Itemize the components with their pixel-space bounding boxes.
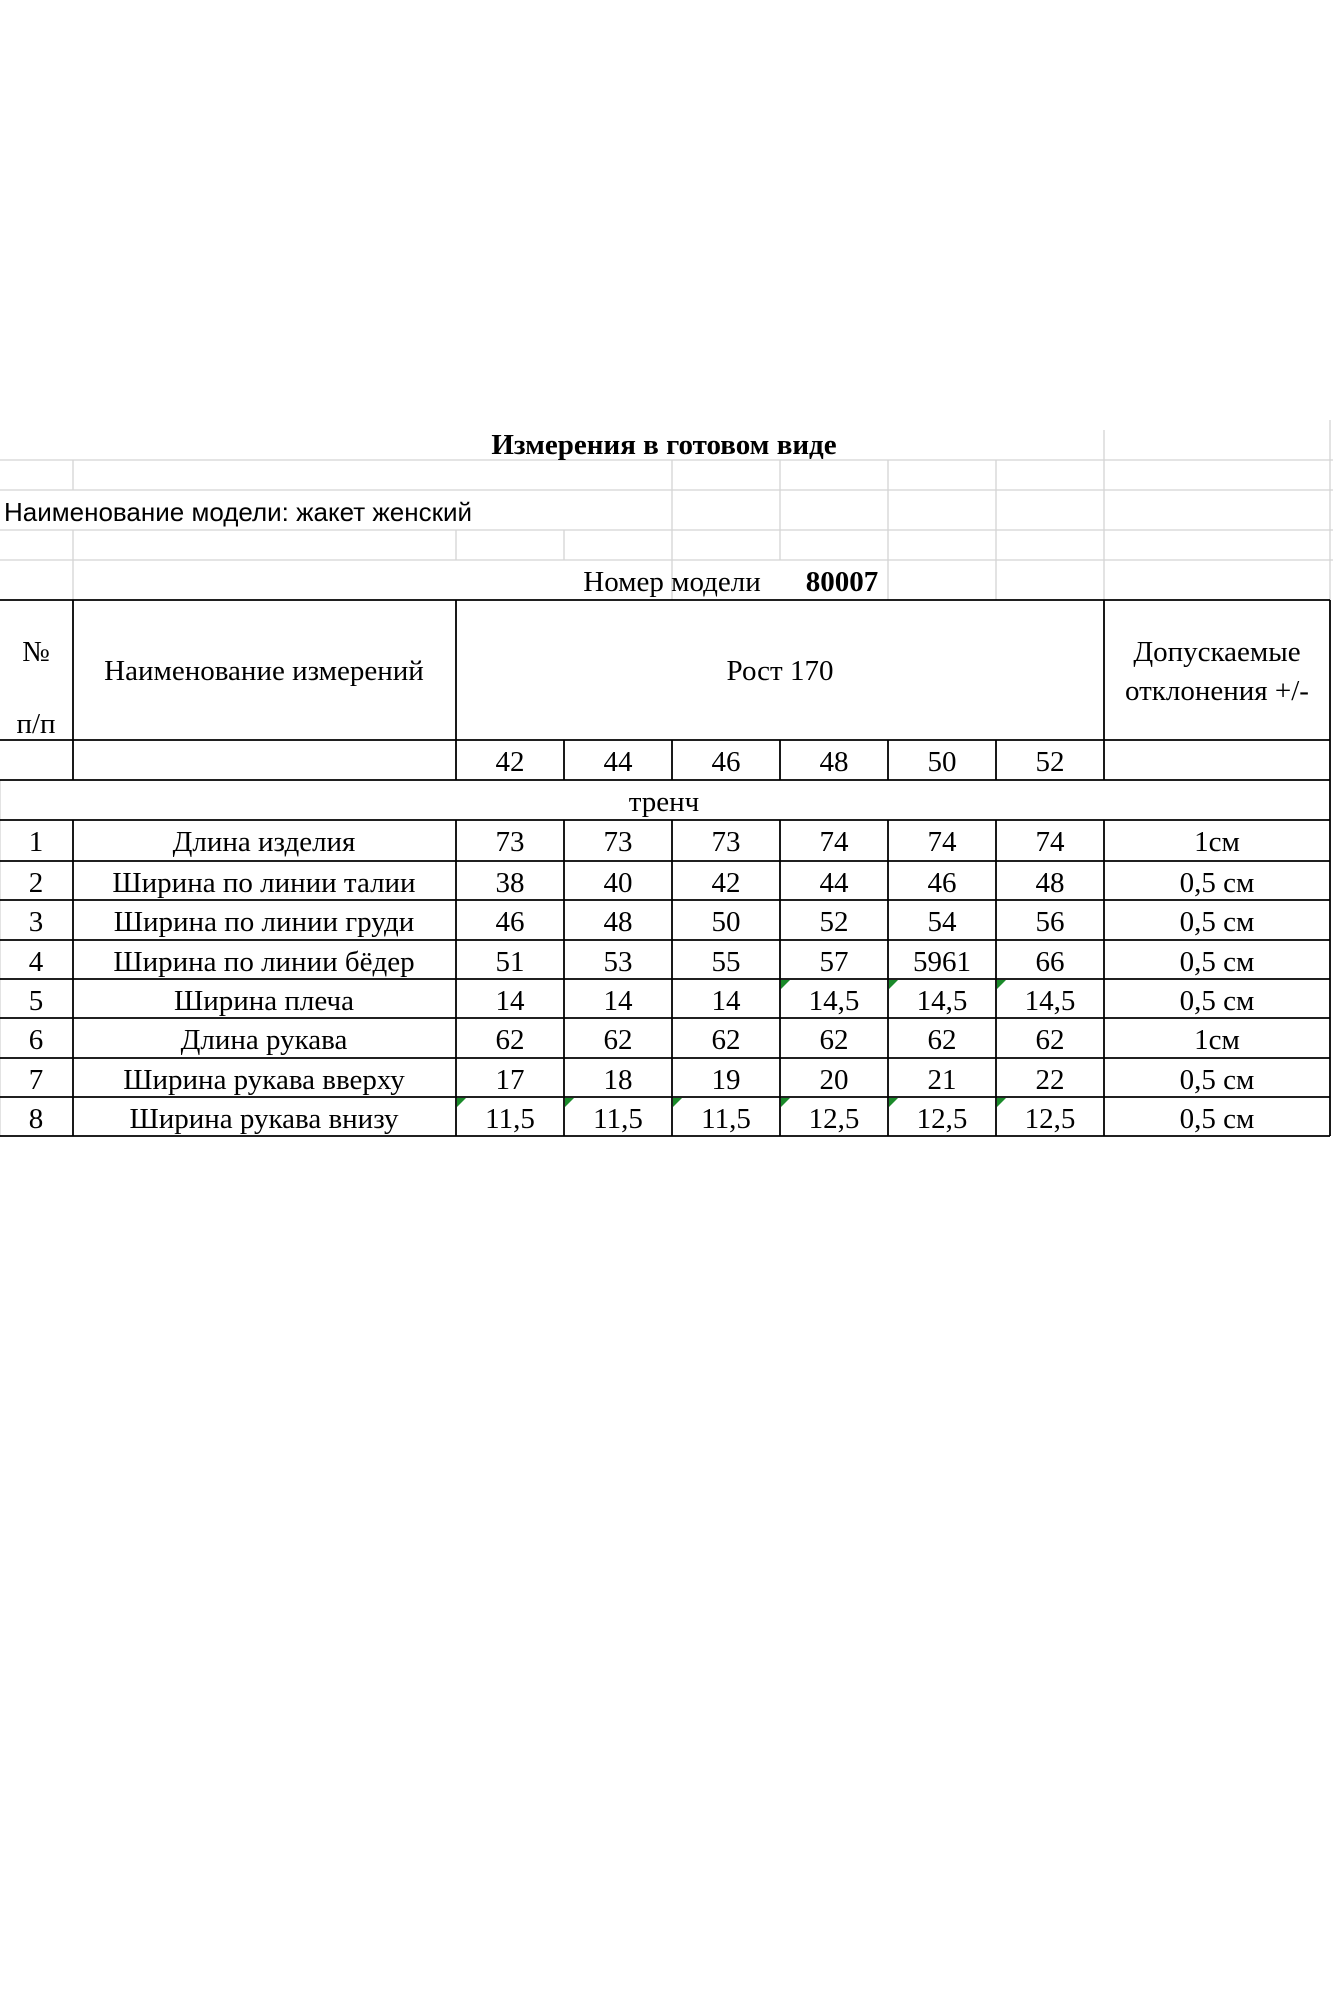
row-measurement-name: Ширина по линии бёдер <box>113 946 415 978</box>
section-label: тренч <box>628 786 700 818</box>
row-value-cell: 62 <box>927 1024 957 1056</box>
row-measurement-name: Длина рукава <box>180 1024 348 1056</box>
size-header-cell: 50 <box>927 746 957 778</box>
row-value-cell: 74 <box>819 826 849 858</box>
cell-comment-marker <box>997 980 1006 989</box>
row-value-cell: 14,5 <box>916 985 968 1017</box>
size-header-cell: 48 <box>819 746 849 778</box>
row-tolerance: 0,5 см <box>1179 985 1255 1017</box>
row-value-cell: 55 <box>711 946 741 978</box>
row-number: 8 <box>28 1103 44 1135</box>
cell-comment-marker <box>889 980 898 989</box>
row-tolerance: 0,5 см <box>1179 946 1255 978</box>
row-measurement-name: Ширина плеча <box>173 985 355 1017</box>
row-value-cell: 14,5 <box>808 985 860 1017</box>
row-value-cell: 74 <box>927 826 957 858</box>
row-value-cell: 17 <box>495 1064 525 1096</box>
row-number: 4 <box>28 946 44 978</box>
row-measurement-name: Ширина по линии талии <box>112 867 416 899</box>
row-value-cell: 48 <box>603 906 633 938</box>
row-value-cell: 44 <box>819 867 849 899</box>
row-measurement-name: Длина изделия <box>172 826 356 858</box>
row-value-cell: 51 <box>495 946 525 978</box>
row-value-cell: 62 <box>603 1024 633 1056</box>
row-number: 3 <box>28 906 44 938</box>
size-header-cell: 42 <box>495 746 525 778</box>
row-value-cell: 62 <box>819 1024 849 1056</box>
row-measurement-name: Ширина рукава вверху <box>123 1064 405 1096</box>
row-value-cell: 73 <box>495 826 525 858</box>
row-value-cell: 62 <box>711 1024 741 1056</box>
table-row <box>29 1024 1240 1056</box>
row-tolerance: 0,5 см <box>1179 867 1255 899</box>
row-value-cell: 57 <box>819 946 849 978</box>
row-value-cell: 62 <box>495 1024 525 1056</box>
row-tolerance: 0,5 см <box>1179 1103 1255 1135</box>
table-row <box>29 980 1255 1017</box>
row-value-cell: 12,5 <box>808 1103 860 1135</box>
size-header-cell: 46 <box>711 746 741 778</box>
row-tolerance: 1см <box>1194 826 1240 858</box>
cell-comment-marker <box>781 980 790 989</box>
row-value-cell: 52 <box>819 906 849 938</box>
row-value-cell: 54 <box>927 906 957 938</box>
row-value-cell: 38 <box>495 867 525 899</box>
table-row <box>29 946 1255 978</box>
cell-comment-marker <box>997 1098 1006 1107</box>
row-value-cell: 50 <box>711 906 741 938</box>
row-number: 7 <box>28 1064 44 1096</box>
table-row <box>29 1064 1255 1096</box>
row-value-cell: 73 <box>603 826 633 858</box>
row-value-cell: 5961 <box>913 946 971 978</box>
row-number: 5 <box>28 985 44 1017</box>
header-number-sub: п/п <box>16 708 56 740</box>
table-row <box>29 1098 1255 1135</box>
row-value-cell: 73 <box>711 826 741 858</box>
row-value-cell: 48 <box>1035 867 1065 899</box>
row-tolerance: 1см <box>1194 1024 1240 1056</box>
header-height: Рост 170 <box>726 655 834 687</box>
cell-comment-marker <box>889 1098 898 1107</box>
model-name: Наименование модели: жакет женский <box>4 497 473 527</box>
size-header-cell: 52 <box>1035 746 1065 778</box>
row-value-cell: 11,5 <box>701 1103 751 1135</box>
row-value-cell: 12,5 <box>916 1103 968 1135</box>
size-header-cell: 44 <box>603 746 633 778</box>
row-value-cell: 53 <box>603 946 633 978</box>
sheet-title: Измерения в готовом виде <box>491 429 837 461</box>
table-row <box>29 867 1255 899</box>
row-value-cell: 12,5 <box>1024 1103 1076 1135</box>
table-row <box>29 906 1255 938</box>
header-tolerance-line1: Допускаемые <box>1133 636 1301 668</box>
row-value-cell: 46 <box>927 867 957 899</box>
table-row <box>29 826 1240 858</box>
row-value-cell: 14 <box>711 985 741 1017</box>
cell-comment-marker <box>781 1098 790 1107</box>
header-measurement-name: Наименование измерений <box>104 655 424 687</box>
measurement-rows <box>29 826 1255 1135</box>
cell-comment-marker <box>457 1098 466 1107</box>
row-value-cell: 14 <box>603 985 633 1017</box>
row-tolerance: 0,5 см <box>1179 906 1255 938</box>
row-value-cell: 42 <box>711 867 741 899</box>
cell-comment-marker <box>565 1098 574 1107</box>
row-value-cell: 18 <box>603 1064 633 1096</box>
row-value-cell: 19 <box>711 1064 741 1096</box>
row-value-cell: 62 <box>1035 1024 1065 1056</box>
row-value-cell: 40 <box>603 867 633 899</box>
row-tolerance: 0,5 см <box>1179 1064 1255 1096</box>
row-value-cell: 22 <box>1035 1064 1065 1096</box>
row-value-cell: 66 <box>1035 946 1065 978</box>
model-number: 80007 <box>805 566 879 598</box>
row-value-cell: 11,5 <box>485 1103 535 1135</box>
row-value-cell: 56 <box>1035 906 1065 938</box>
cell-comment-marker <box>673 1098 682 1107</box>
row-number: 6 <box>28 1024 44 1056</box>
row-value-cell: 46 <box>495 906 525 938</box>
row-value-cell: 20 <box>819 1064 849 1096</box>
row-value-cell: 21 <box>927 1064 957 1096</box>
row-value-cell: 74 <box>1035 826 1065 858</box>
row-measurement-name: Ширина рукава внизу <box>129 1103 399 1135</box>
model-number-label: Номер модели <box>583 566 761 598</box>
header-number-symbol: № <box>22 636 50 668</box>
row-number: 1 <box>28 826 44 858</box>
header-tolerance-line2: отклонения +/- <box>1125 675 1309 707</box>
row-value-cell: 14 <box>495 985 525 1017</box>
row-measurement-name: Ширина по линии груди <box>113 906 415 938</box>
row-number: 2 <box>28 867 44 899</box>
row-value-cell: 14,5 <box>1024 985 1076 1017</box>
row-value-cell: 11,5 <box>593 1103 643 1135</box>
